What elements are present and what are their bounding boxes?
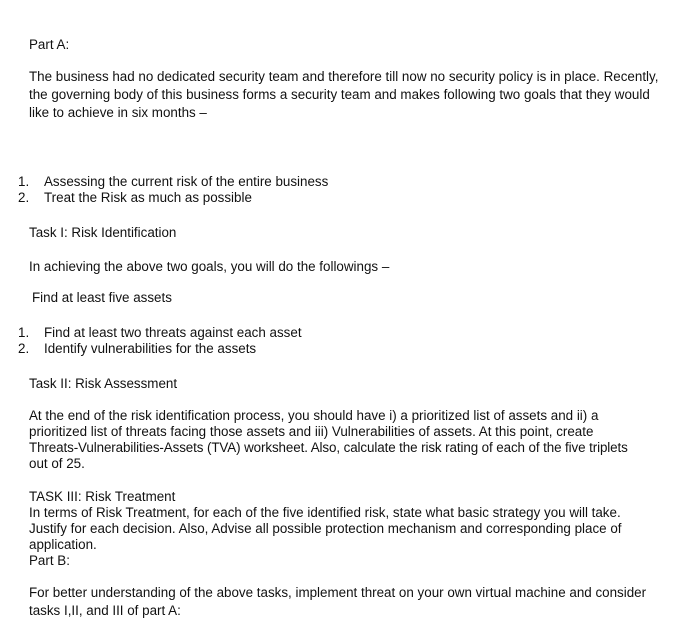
list-number: 1. xyxy=(18,325,30,340)
task3-line-3: application. xyxy=(29,537,97,552)
task1-lead: In achieving the above two goals, you will do the followings – xyxy=(29,259,390,274)
task2-line-2: prioritized list of threats facing those assets and iii) Vulnerabilities of assets. At this point, create xyxy=(29,424,594,439)
part-b-line-2: tasks I,II, and III of part A: xyxy=(29,603,181,618)
task2-line-1: At the end of the risk identification process, you should have i) a prioritized list of assets and ii) a xyxy=(29,408,599,423)
task1-title: Task I: Risk Identification xyxy=(29,225,177,240)
task1-first-item: Find at least five assets xyxy=(32,290,172,305)
list-item xyxy=(18,325,302,341)
list-item xyxy=(18,341,302,357)
list-item xyxy=(18,174,328,190)
list-text: Find at least two threats against each asset xyxy=(44,325,302,340)
list-number: 2. xyxy=(18,341,30,356)
part-b-heading: Part B: xyxy=(29,553,70,568)
goals-list xyxy=(18,174,328,206)
list-text: Treat the Risk as much as possible xyxy=(44,190,252,205)
task1-list xyxy=(18,325,302,357)
part-b-line-1: For better understanding of the above tasks, implement threat on your own virtual machine and consider xyxy=(29,585,647,600)
task3-title: TASK III: Risk Treatment xyxy=(29,489,176,504)
task3-line-2: Justify for each decision. Also, Advise all possible protection mechanism and corresponding place of xyxy=(29,521,622,536)
intro-line-3: like to achieve in six months – xyxy=(29,105,207,120)
list-text: Identify vulnerabilities for the assets xyxy=(44,341,257,356)
list-number: 1. xyxy=(18,174,30,189)
list-text: Assessing the current risk of the entire business xyxy=(44,174,329,189)
part-a-heading: Part A: xyxy=(29,37,70,52)
list-item xyxy=(18,190,328,206)
intro-line-1: The business had no dedicated security team and therefore till now no security policy is in place. Recently, xyxy=(29,69,659,84)
task2-line-4: out of 25. xyxy=(29,456,85,471)
task3-line-1: In terms of Risk Treatment, for each of the five identified risk, state what basic strategy you will take. xyxy=(29,505,621,520)
task2-title: Task II: Risk Assessment xyxy=(29,376,178,391)
intro-line-2: the governing body of this business forms a security team and makes following two goals that they would xyxy=(29,87,650,102)
task2-line-3: Threats-Vulnerabilities-Assets (TVA) worksheet. Also, calculate the risk rating of each of the five triplets xyxy=(29,440,628,455)
list-number: 2. xyxy=(18,190,30,205)
